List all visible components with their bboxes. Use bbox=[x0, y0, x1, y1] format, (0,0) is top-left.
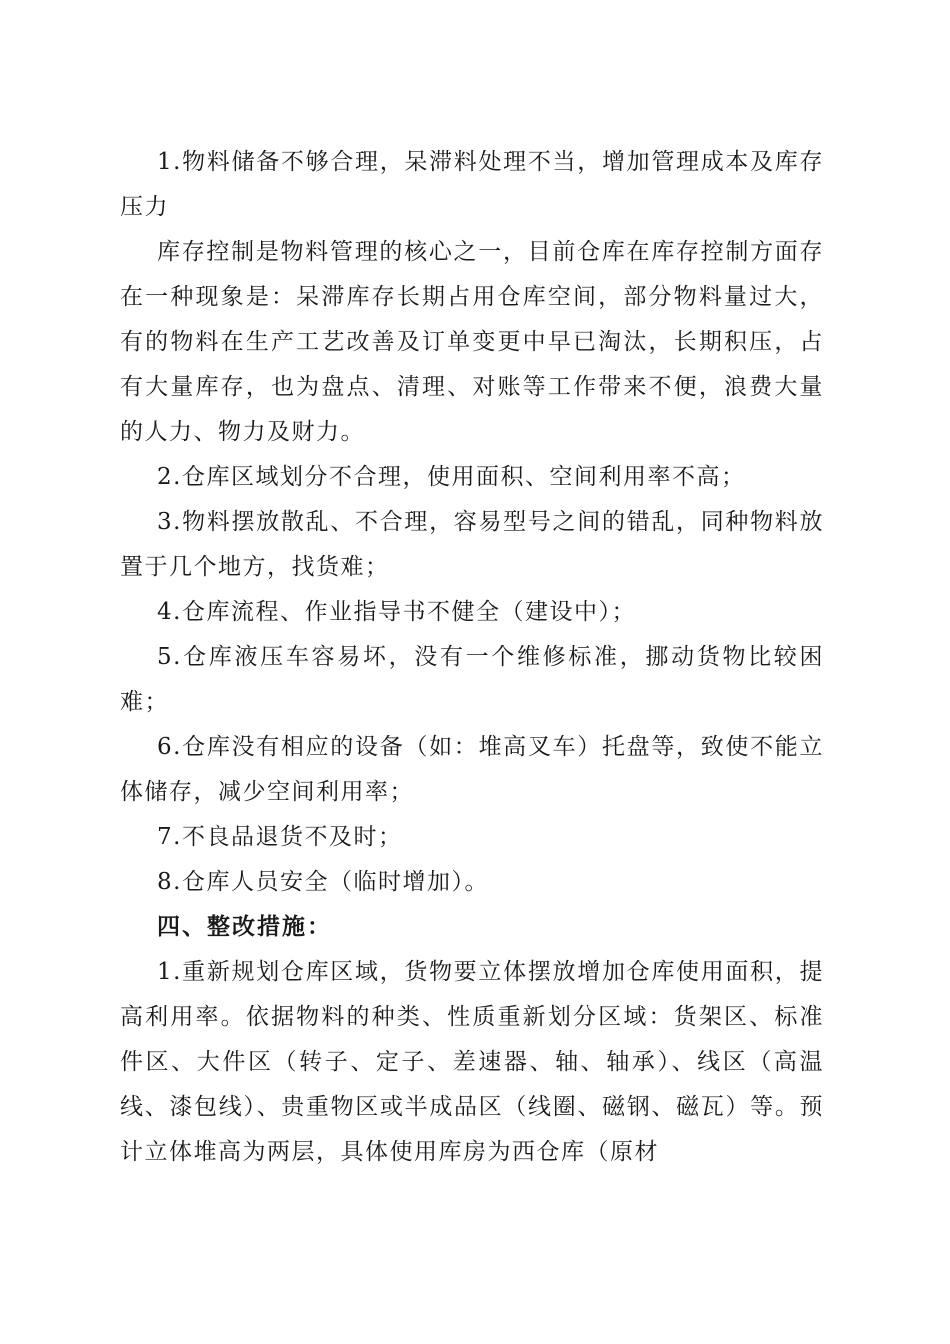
paragraph-inventory-control: 库存控制是物料管理的核心之一，目前仓库在库存控制方面存在一种现象是：呆滞库存长期占用仓库空间，部分物料量过大，有的物料在生产工艺改善及订单变更中早已淘汰，长期积压，占有大量库存，也为盘点、清理、对账等工作带来不便，浪费大量的人力、物力及财力。 bbox=[120, 239, 824, 445]
paragraph-item-5: 5.仓库液压车容易坏，没有一个维修标准，挪动货物比较困难； bbox=[120, 644, 824, 715]
paragraph-item-7: 7.不良品退货不及时； bbox=[157, 824, 403, 850]
paragraph-item-3: 3.物料摆放散乱、不合理，容易型号之间的错乱，同种物料放置于几个地方，找货难； bbox=[120, 509, 824, 580]
paragraph-rectification-1: 1.重新规划仓库区域，货物要立体摆放增加仓库使用面积，提高利用率。依据物料的种类、性质重新划分区域：货架区、标准件区、大件区（转子、定子、差速器、轴、轴承）、线区（高温线、漆包线）、贵重物区或半成品区（线圈、磁钢、磁瓦）等。预计立体堆高为两层，具体使用库房为西仓库（原材 bbox=[120, 959, 824, 1165]
section-heading: 四、整改措施： bbox=[157, 914, 332, 940]
paragraph-item-8: 8.仓库人员安全（临时增加）。 bbox=[157, 869, 489, 895]
paragraph-item-2: 2.仓库区域划分不合理，使用面积、空间利用率不高； bbox=[157, 464, 746, 490]
paragraph-item-1: 1.物料储备不够合理，呆滞料处理不当，增加管理成本及库存压力 bbox=[120, 149, 824, 220]
document-body bbox=[120, 140, 824, 1175]
paragraph-item-4: 4.仓库流程、作业指导书不健全（建设中）； bbox=[157, 599, 636, 625]
paragraph-item-6: 6.仓库没有相应的设备（如：堆高叉车）托盘等，致使不能立体储存，减少空间利用率； bbox=[120, 734, 824, 805]
